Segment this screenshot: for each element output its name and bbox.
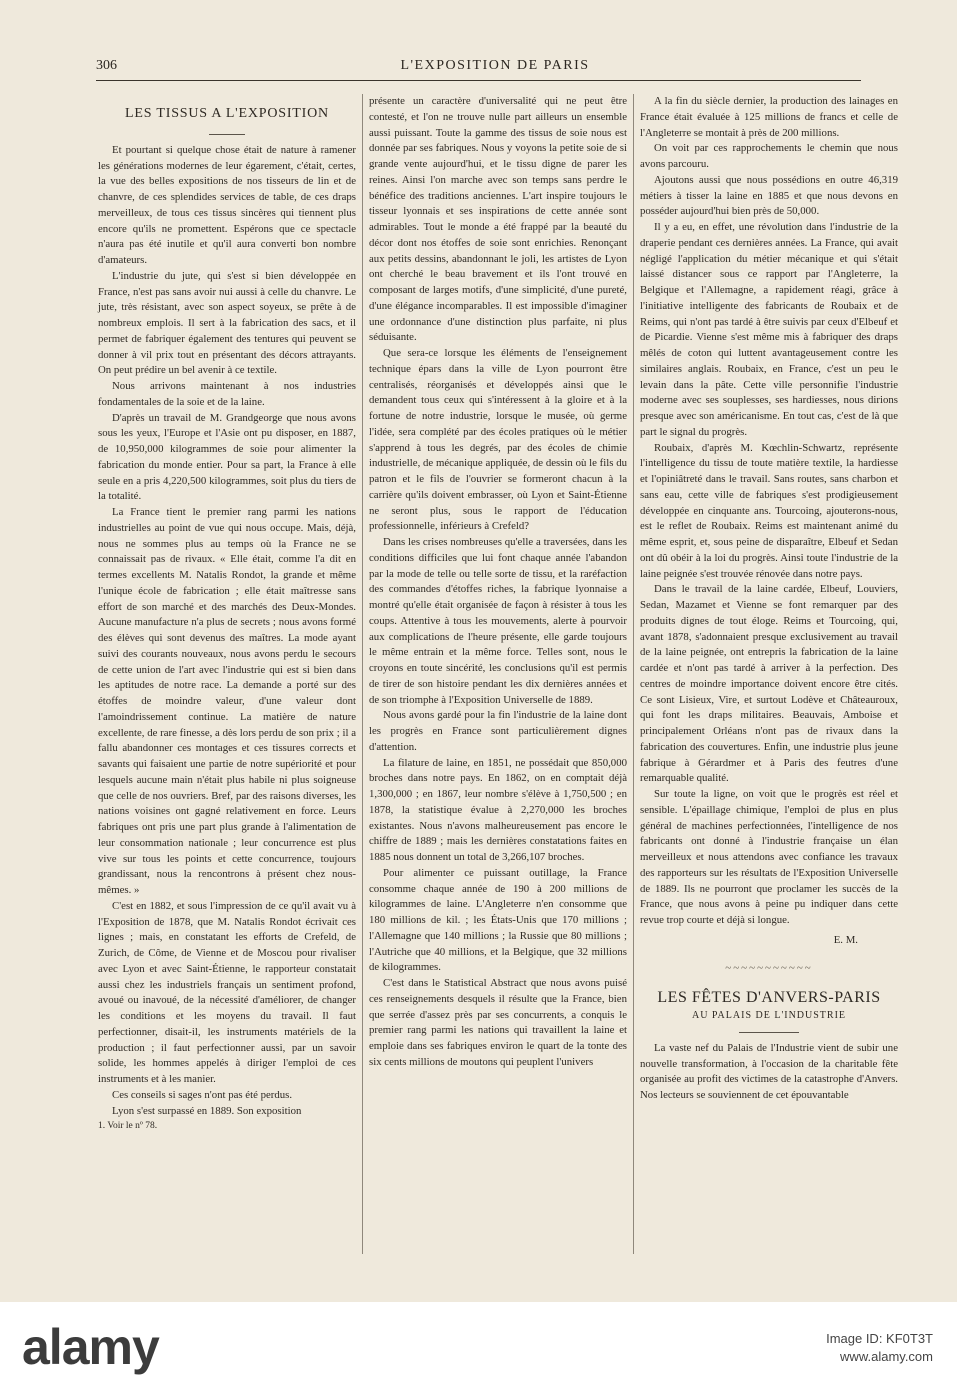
paragraph: présente un caractère d'universalité qui ne peut être contesté, et l'on ne trouve nulle part ailleurs un ensemble aussi puissant. Toute la gamme des tissus de soie nous est donnée par ses fabriques. Nous y voyons la petite soie de si grande vente aujourd'hui, et le tissu digne de parer les reines. Ainsi l'on marche avec son temps sans perdre le bénéfice des traditions anciennes. L'art inspire toujours le tisseur lyonnais et ses inspirations de cette année sont admirables. Tout le monde a été frappé par la beauté du décor dont nos étoffes de soie sont enrichies. Renonçant aux petits dessins, abandonnant le joli, les artistes de Lyon ont cherché le beau bravement et ils l'ont trouvé en composant de larges motifs, d'une simplicité, d'une pureté, d'une élégance incomparables. Il est impossible d'imaginer une ordonnance d'une distinction plus parfaite, ni plus séduisante. bbox=[369, 95, 627, 344]
paragraph: Que sera-ce lorsque les éléments de l'enseignement technique épars dans la ville de Lyon pourront être centralisés, réorganisés et développés ainsi que le demandent tous ceux qui s'intéressent à la gloire et à la fortune de notre industrie, lorsque le musée, où germe l'idée, sera complété par des écoles pratiques où le métier s'apprend à tous les degrés, par des écoles de chimie industrielle, de mécanique appliquée, de dessin où le fils du patron et le fils de l'ouvrier se formeront chacun à la carrière qu'ils doivent embrasser, où Lyon et Saint-Étienne ne seront plus, sous le rapport de l'éducation professionnelle, inférieurs à Crefeld? bbox=[369, 347, 627, 533]
column-2 bbox=[369, 94, 627, 1071]
paragraph: Nous arrivons maintenant à nos industries fondamentales de la soie et de la laine. bbox=[98, 380, 356, 408]
paragraph: Ces conseils si sages n'ont pas été perdus. bbox=[112, 1088, 293, 1101]
paragraph: Dans le travail de la laine cardée, Elbeuf, Louviers, Sedan, Mazamet et Vienne se font remarquer par des produits dignes de tout éloge. Reims et Tourcoing, qui, avant 1878, s'adonnaient presque exclusivement au travail de la laine peignée, ont entrepris la fabrication de la laine cardée et n'ont pas tardé à arriver à la perfection. Des centres de moindre importance doivent encore être cités. Ce sont Lisieux, Vire, et surtout Lodève et Châteauroux, qui font les draps militaires. Beauvais, Amboise et principalement Orléans n'ont pas de rivaux dans la fabrication des couvertures. Enfin, une industrie plus jeune fabrique à Gérardmer et à Paris des feutres d'une remarquable qualité. bbox=[640, 583, 898, 785]
paragraph: Pour alimenter ce puissant outillage, la France consomme chaque année de 190 à 200 millions de kilogrammes de laine. L'Angleterre n'en consomme que 180 millions de kil. ; les États-Unis que 170 millions ; l'Allemagne que 140 millions ; la Russie que 80 millions ; l'Autriche que 40 millions, et la Belgique, que 32 millions de kilogrammes. bbox=[369, 866, 627, 974]
paragraph: Il y a eu, en effet, une révolution dans l'industrie de la draperie pendant ces dernières années. La France, qui avait négligé l'application du métier mécanique et qui s'était laissé distancer sous ce rapport par l'Angleterre, la Belgique et l'Allemagne, a rapidement réagi, grâce à l'initiative intelligente des fabricants de Roubaix et de Reims, qui n'ont pas tardé à être suivis par ceux d'Elbeuf et de Picardie. Vienne s'est même mis à fabriquer des draps mêlés de coton qui luttent avantageusement contre les similaires anglais. Roubaix, en France, c'est un peu le levain dans la pâte. Cette ville personnifie l'industrie moderne avec ses souplesses, ses hardiesses, nous dirions presque avec son américanisme. En tout cas, c'est de là que part le signal du progrès. bbox=[640, 221, 898, 438]
title-rule bbox=[209, 134, 245, 135]
paragraph: La France tient le premier rang parmi les nations industrielles au point de vue qui nous occupe. Mais, déjà, nous ne sommes plus au temps où la France ne se connaissait pas de rivaux. « Elle était, comme l'a dit en termes excellents M. Natalis Rondot, la grande et même l'unique école de fabrication ; elle était maîtresse sans effort de son marché et des marchés des Deux-Mondes. Aucune manufacture n'a plus de secrets ; nous avons formé des élèves qui sont devenus des maîtres. La mode ayant suivi des courants nouveaux, nous avons perdu le secours de cette union de l'art avec l'industrie qui est si bien dans les aptitudes de notre race. La demande a porté sur des étoffes de moindre valeur, d'une valeur dont l'amoindrissement continue. La matière de nature excellente, de rare finesse, a dès lors perdu de son prix ; il a fallu abandonner ces montages et ces tissures corrects et savants qui faisaient une partie de notre supériorité et pour lesquels aucune main n'était plus habile ni plus soigneuse que celle de nos ouvriers. Bref, par des raisons diverses, les nations voisines ont gagné relativement en force. Leurs fabriques ont pris une part plus grande à l'alimentation de leur consommation nationale ; leur concurrence est plus vive sur tous les points et cette concurrence, toujours grandissant, nous la rencontrons à présent chez nous-mêmes. » bbox=[98, 506, 356, 896]
header-rule bbox=[96, 80, 861, 81]
paragraph: L'industrie du jute, qui s'est si bien développée en France, n'est pas sans avoir nui aussi à celle du chanvre. Le jute, très résistant, avec son aspect soyeux, se prête à de nombreux emplois. Il sert à la fabrication des sacs, et il permet de fabriquer également des tentures qui peuvent se donner à vil prix tout en présentant des décors attrayants. On peut prédire un bel avenir à ce textile. bbox=[98, 269, 356, 377]
paragraph: Ajoutons aussi que nous possédions en outre 46,319 métiers à tisser la laine en 1885 et que nous devons en posséder aujourd'hui bien près de 50,000. bbox=[640, 173, 898, 218]
flourish-ornament: ~~~~~~~~~~~ bbox=[725, 961, 813, 974]
paragraph: A la fin du siècle dernier, la production des lainages en France était évaluée à 125 millions de francs et celle de l'Angleterre se montait à près de 200 millions. bbox=[640, 95, 898, 139]
paragraph: La vaste nef du Palais de l'Industrie vient de subir une nouvelle transformation, à l'occasion de la charitable fête organisée au profit des victimes de la catastrophe d'Anvers. Nos lecteurs se souviennent de cet épouvantable bbox=[640, 1041, 898, 1101]
section-rule bbox=[739, 1032, 799, 1033]
paragraph: Et pourtant si quelque chose était de nature à ramener les générations modernes de leur égarement, c'était, certes, la vue des belles expositions de nos tisseurs de lin et de chanvre, de ces splendides services de table, de ces draps merveilleux, de tous ces tissus sincères qui tiennent plus encore qu'ils ne promettent. Espérons que ce spectacle n'aura pas été inutile et qu'il aura converti bon nombre d'amateurs. bbox=[98, 143, 356, 266]
column-3 bbox=[640, 94, 898, 1104]
author-signature: E. M. bbox=[833, 933, 858, 946]
section-subtitle: AU PALAIS DE L'INDUSTRIE bbox=[691, 1010, 847, 1021]
page-number: 306 bbox=[96, 58, 117, 73]
section-title: LES FÊTES D'ANVERS-PARIS bbox=[657, 989, 881, 1007]
paragraph: Roubaix, d'après M. Kœchlin-Schwartz, représente l'intelligence du tissu de toute matière textile, la hardiesse et l'opiniâtreté dans le travail. Sans routes, sans charbon et sans eau, cette ville de fabriques s'est prodigieusement développée en cinquante ans. Tourcoing, ajouterons-nous, est le reflet de Roubaix. Reims est maintenant animé du même esprit, et, sous peine de disparaître, Elbeuf et Sedan ont dû obéir à la loi du progrès. Ainsi toute l'industrie de la laine peignée s'est trouvée rénovée dans notre pays. bbox=[640, 441, 898, 580]
paragraph: On voit par ces rapprochements le chemin que nous avons parcouru. bbox=[640, 142, 898, 170]
alamy-logo: alamy bbox=[22, 1319, 159, 1375]
running-title: L'EXPOSITION DE PARIS bbox=[400, 58, 590, 73]
image-id-label bbox=[826, 1330, 933, 1366]
paragraph: Nous avons gardé pour la fin l'industrie de la laine dont les progrès en France sont particulièrement dignes d'attention. bbox=[369, 709, 627, 753]
image-id: Image ID: KF0T3T bbox=[826, 1331, 933, 1346]
article-title: LES TISSUS A L'EXPOSITION bbox=[125, 106, 329, 121]
footnote: 1. Voir le nº 78. bbox=[98, 1121, 158, 1132]
paragraph: Sur toute la ligne, on voit que le progrès est réel et sensible. L'épaillage chimique, l'emploi de plus en plus général de machines perfectionnées, l'intelligence de nos fabricants ont donné à l'industrie française un élan merveilleux et nous attendons avec confiance les travaux des rapporteurs sur les résultats de l'Exposition Universelle de 1889. Ils ne pourront que proclamer les succès de la France, que nous avons à peine pu indiquer dans cette revue trop courte et déjà si longue. bbox=[640, 788, 898, 926]
column-divider bbox=[633, 94, 634, 1254]
watermark-url: www.alamy.com bbox=[840, 1349, 933, 1364]
column-divider bbox=[362, 94, 363, 1254]
paragraph: Dans les crises nombreuses qu'elle a traversées, dans les conditions difficiles que lui font chaque année l'abandon par la mode de telle ou telle sorte de tissu, et la raréfaction des commandes d'étoffes riches, la fabrique lyonnaise a montré qu'elle était organisée de façon à résister à tous les coups. Attentive à tous les mouvements, alerte à pourvoir aux complications de l'heure présente, elle garde toujours le même entrain et la même force. Telles sont, nous le croyons en toute sincérité, les conclusions qu'il est permis de tirer de son histoire pendant les dix dernières années et de son triomphe à l'Exposition Universelle de 1889. bbox=[369, 536, 627, 706]
paragraph: Lyon s'est surpassé en 1889. Son exposition bbox=[112, 1104, 302, 1117]
paragraph: C'est en 1882, et sous l'impression de ce qu'il avait vu à l'Exposition de 1878, que M. Natalis Rondot écrivait ces lignes ; mais, en constatant les efforts de Crefeld, de Zurich, de Côme, de Vienne et de Moscou pour rivaliser avec Lyon et avec Saint-Étienne, le rapporteur constatait aussi chez les industriels français un sentiment profond, avoué ou inavoué, de la nécessité d'améliorer, de changer les conditions et les moyens du travail. Il faut perfectionner, disait-il, les instruments matériels de la production ; il faut perfectionner aussi, par un savoir solide, les hommes appelés à diriger l'emploi de ces instruments et à les manier. bbox=[98, 899, 356, 1085]
paragraph: C'est dans le Statistical Abstract que nous avons puisé ces renseignements desquels il résulte que la France, bien que serrée d'assez près par ses concurrents, a conquis le premier rang parmi les nations qui travaillent la laine et emploie dans ses fabriques environ le quart de la tonte des six cents millions de moutons qui peuplent l'univers bbox=[369, 977, 627, 1068]
paragraph: D'après un travail de M. Grandgeorge que nous avons sous les yeux, l'Europe et l'Asie ont pu disposer, en 1887, de 10,950,000 kilogrammes de soie pour alimenter la fabrication du monde entier. Pour sa part, la France à elle seule en a pris 4,220,500 kilogrammes, soit plus du tiers de la totalité. bbox=[98, 411, 356, 503]
column-1 bbox=[98, 94, 356, 1135]
paragraph: La filature de laine, en 1851, ne possédait que 850,000 broches dans notre pays. En 1862, on en comptait déjà 1,300,000 ; en 1867, leur nombre s'élève à 1,750,500 ; en 1878, la statistique évalue à 2,270,000 les broches existantes. Nous n'avons malheureusement pas encore le chiffre de 1889 ; mais les dernières constatations faites en 1885 nous donnent un total de 3,266,107 broches. bbox=[369, 756, 627, 863]
